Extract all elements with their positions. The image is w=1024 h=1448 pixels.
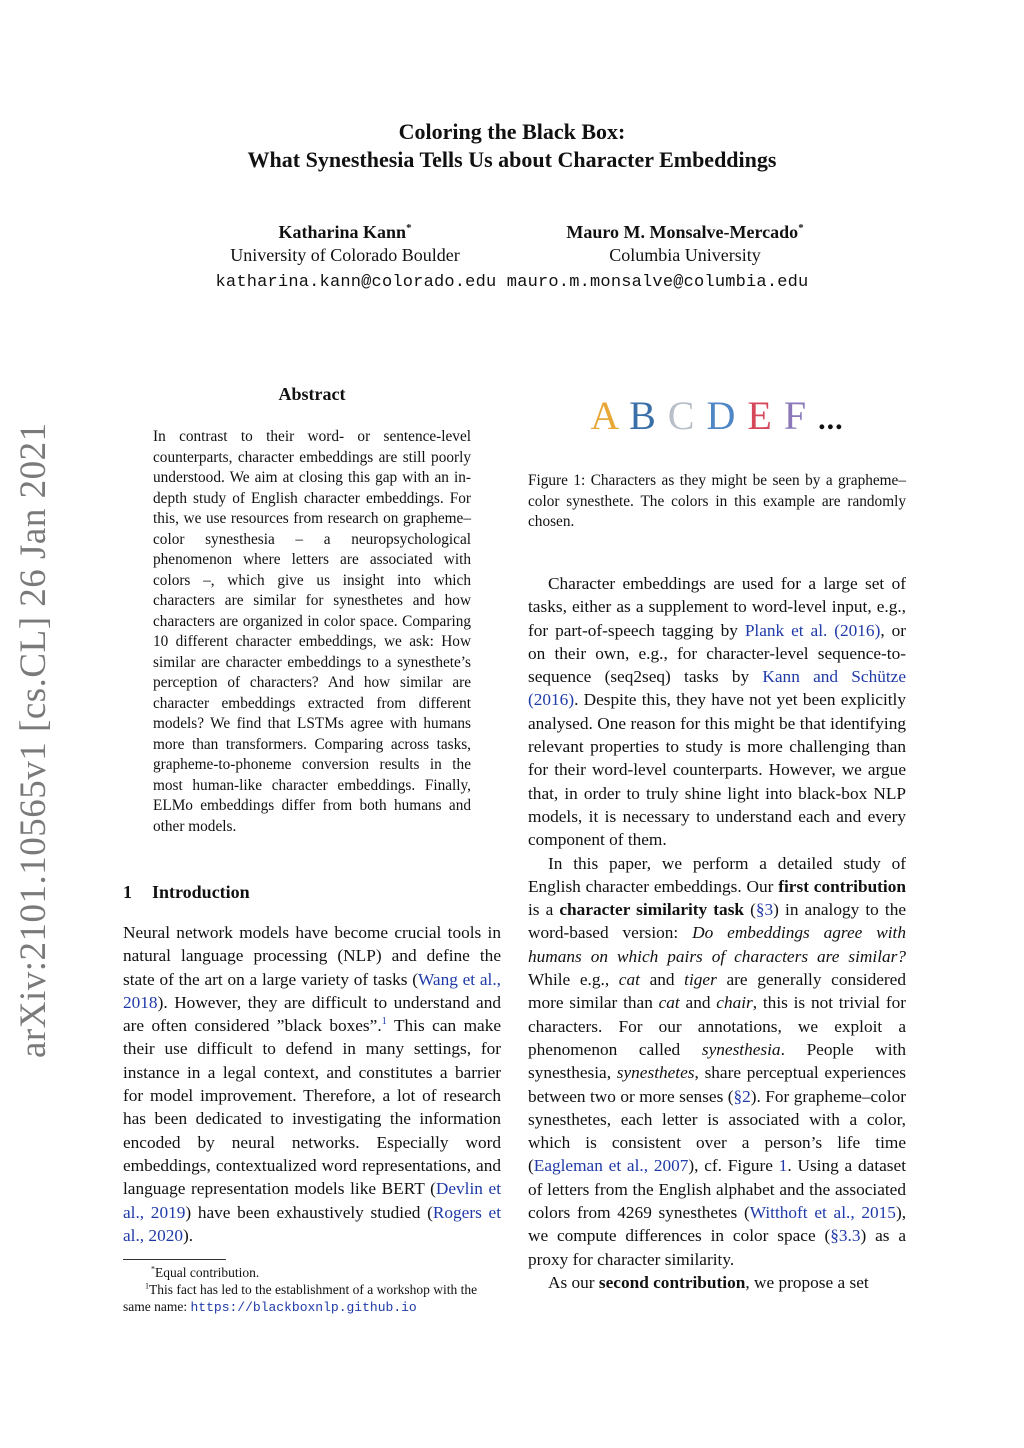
figure-letter-e: E (747, 393, 773, 438)
citation-eagleman-2007[interactable]: Eagleman et al., 2007 (533, 1156, 689, 1176)
section-ref-3-3[interactable]: §3.3 (830, 1226, 861, 1246)
title-line-1: Coloring the Black Box: (398, 119, 626, 144)
author-email-1[interactable]: katharina.kann@colorado.edu (215, 273, 497, 292)
author-affiliation-2: Columbia University (609, 245, 761, 265)
author-affiliation-1: University of Colorado Boulder (230, 245, 460, 265)
citation-kann-schutze-2016[interactable]: Kann and Schütze (2016) (528, 667, 906, 710)
author-block-1 (175, 222, 515, 266)
citation-devlin-2019[interactable]: Devlin et al., 2019 (123, 1179, 502, 1222)
figure-ellipsis: ... (818, 403, 844, 436)
citation-rogers-2020[interactable]: Rogers et al., 2020 (123, 1202, 501, 1245)
footnote-rule (123, 1259, 226, 1260)
footnote-1: $^1$This fact has led to the establishment of a workshop with the same name: https://blackboxnlp.github.io (123, 1281, 478, 1315)
abstract-text: In contrast to their word- or sentence-level counterparts, character embeddings are still poorly understood. We aim at closing this gap with an in-depth study of English character embeddings. For this, we use resources from research on grapheme–color synesthesia – a neuropsychological phenomenon where letters are associated with colors –, which give us insight into which characters are similar for synesthetes and how characters are organized in color space. Comparing 10 different character embeddings, we ask: How similar are character embeddings to a synesthete’s perception of characters? And how similar are character embeddings extracted from different models? We find that LSTMs agree with humans more than transformers. Comparing across tasks, grapheme-to-phoneme conversion results in the most human-like character embeddings. Finally, ELMo embeddings differ from both humans and other models. (153, 428, 471, 835)
figure-letter-f: F (783, 393, 808, 438)
author-block-2 (515, 222, 855, 266)
figure-letter-d: D (706, 393, 737, 438)
intro-paragraph-1: Neural network models have become crucial tools in natural language processing (NLP) and define the state of the art on a large variety of tasks (Wang et al., 2018). However, they are difficult to understand and are often considered ”black boxes”.$^1$ This can make their use difficult to defend in many settings, for instance in a legal context, and constitutes a barrier for model improvement. Therefore, a lot of research has been dedicated to investigating the information encoded by neural networks. Especially word embeddings, contextualized word representations, and language representation models like BERT (Devlin et al., 2019) have been exhaustively studied (Rogers et al., 2020). (123, 923, 502, 1245)
arxiv-identifier[interactable]: arXiv:2101.10565v1 [cs.CL] 26 Jan 2021 (13, 422, 54, 1058)
footnote-ref-1[interactable]: 1 (381, 1016, 387, 1028)
footnotes (123, 1264, 501, 1316)
citation-witthoft-2015[interactable]: Witthoft et al., 2015 (749, 1203, 896, 1223)
section-ref-3[interactable]: §3 (755, 900, 774, 920)
section-heading-introduction: 1 Introduction (123, 882, 250, 902)
figure-1-caption: Figure 1: Characters as they might be seen by a grapheme–color synesthete. The colors in this example are randomly chosen. (528, 472, 906, 530)
figure-letter-b: B (629, 393, 657, 438)
figure-letter-a: A (590, 393, 619, 438)
author-name-2: Mauro M. Monsalve-Mercado* (566, 222, 804, 242)
intro-paragraph-3: In this paper, we perform a detailed study of English character embeddings. Our first contribution is a character similarity task (§3) in analogy to the word-based version: Do embeddings agree with humans on which pairs of characters are similar? While e.g., cat and tiger are generally considered more similar than cat and chair, this is not trivial for characters. For our annotations, we exploit a phenomenon called synesthesia. People with synesthesia, synesthetes, share perceptual experiences between two or more senses (§2). For grapheme–color synesthetes, each letter is associated with a color, which is consistent over a person’s life time (Eagleman et al., 2007), cf. Figure 1. Using a dataset of letters from the English alphabet and the associated colors from 4269 synesthetes (Witthoft et al., 2015), we compute differences in color space (§3.3) as a proxy for character similarity. (528, 853, 907, 1269)
author-email-2[interactable]: mauro.m.monsalve@columbia.edu (506, 273, 809, 292)
figure-letter-c: C (667, 393, 696, 438)
footnote-equal-contribution: *Equal contribution. (151, 1264, 260, 1280)
title-line-2: What Synesthesia Tells Us about Character Embeddings (247, 147, 777, 172)
figure-ref-1[interactable]: 1 (778, 1156, 788, 1176)
citation-wang-2018[interactable]: Wang et al., 2018 (123, 969, 501, 1012)
intro-paragraph-2: Character embeddings are used for a large set of tasks, either as a supplement to word-level input, e.g., for part-of-speech tagging by Plank et al. (2016), or on their own, e.g., for character-level sequence-to-sequence (seq2seq) tasks by Kann and Schütze (2016). Despite this, they have not yet been explicitly analysed. One reason for this might be that identifying relevant properties to study is more challenging than for their word-level counterparts. However, we argue that, in order to truly shine light into black-box NLP models, it is necessary to understand each and every component of them. (528, 574, 906, 850)
citation-plank-2016[interactable]: Plank et al. (2016) (744, 620, 881, 640)
right-column-text (528, 572, 906, 1294)
abstract-heading: Abstract (278, 384, 346, 404)
author-emails (0, 273, 1024, 292)
figure-1-letters (528, 392, 906, 439)
paper-title (0, 118, 1024, 174)
footnote-1-url[interactable]: https://blackboxnlp.github.io (190, 1300, 417, 1315)
section-ref-2[interactable]: §2 (733, 1086, 751, 1106)
intro-paragraph-4: As our second contribution, we propose a set (548, 1272, 869, 1292)
author-name-1: Katharina Kann* (278, 222, 412, 242)
